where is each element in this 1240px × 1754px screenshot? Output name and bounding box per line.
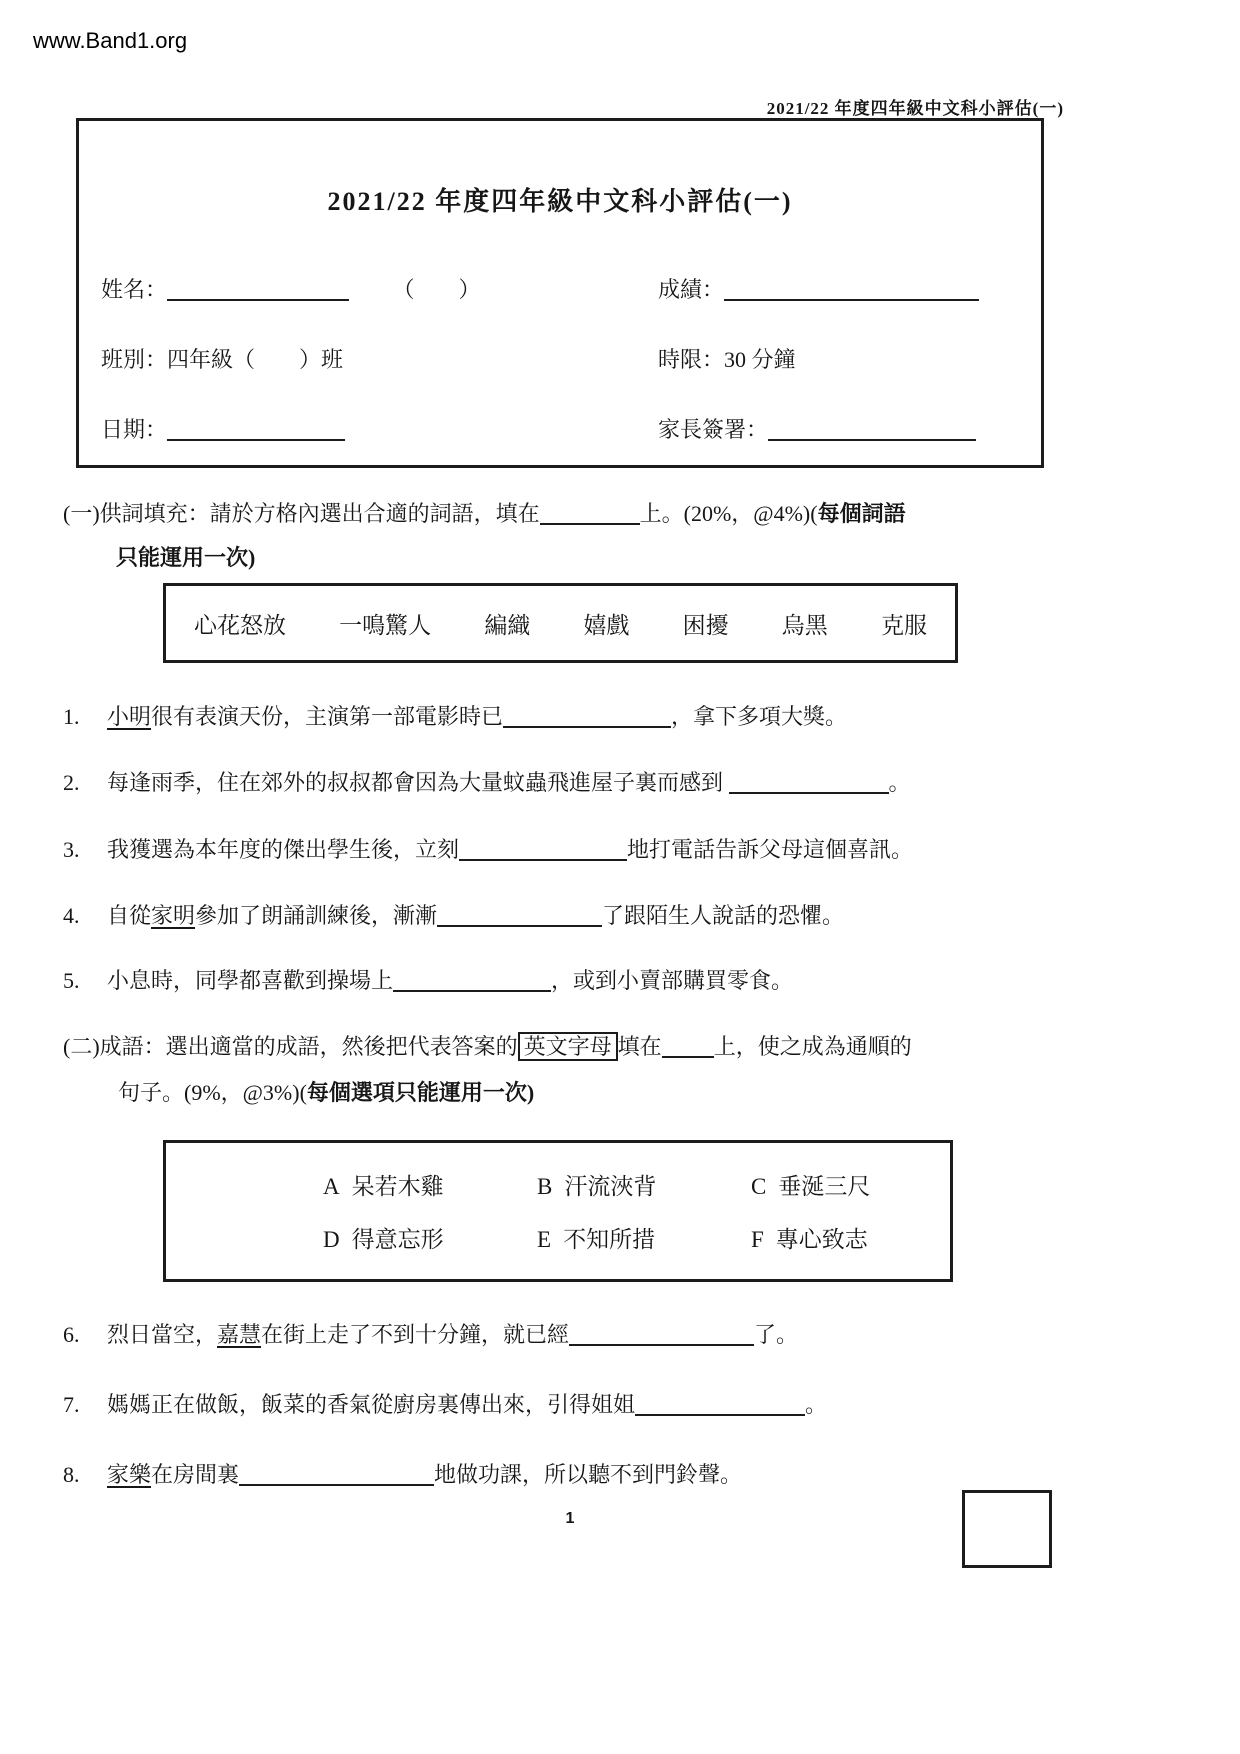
signature-label: 家長簽署： <box>658 417 769 442</box>
watermark: www.Band1.org <box>33 28 188 53</box>
answer-blank <box>729 770 889 794</box>
form-row-name-score <box>101 273 1021 304</box>
option-letter: C <box>751 1174 767 1199</box>
option-letter: D <box>323 1227 340 1252</box>
word-bank-item: 嬉戲 <box>583 612 630 638</box>
page-header: 2021/22 年度四年級中文科小評估(一) <box>766 99 1064 118</box>
option-text: 垂涎三尺 <box>778 1174 871 1199</box>
word-bank <box>163 583 958 663</box>
score-blank <box>724 277 979 301</box>
option-text: 得意忘形 <box>351 1227 444 1252</box>
question-number: 1. <box>63 704 80 729</box>
question-text: 在房間裏 <box>151 1462 240 1487</box>
form-row-date-signature <box>101 413 1021 444</box>
question-7 <box>63 1388 1193 1419</box>
question-text: 。 <box>805 1392 828 1417</box>
section1-instruction: 上。(20%，@4%)( <box>639 501 818 526</box>
underlined-name: 家明 <box>151 903 196 928</box>
header-box <box>76 118 1044 468</box>
underlined-name: 嘉慧 <box>217 1322 262 1347</box>
word-bank-item: 一鳴驚人 <box>339 612 432 638</box>
section2-instruction-bold: 每個選項只能運用一次) <box>306 1080 535 1105</box>
idiom-option <box>751 1221 909 1254</box>
idiom-option-row <box>323 1168 950 1201</box>
section2-instruction: 句子。(9%，@3%)( <box>118 1080 307 1105</box>
question-text: 媽媽正在做飯，飯菜的香氣從廚房裏傳出來，引得姐姐 <box>107 1392 636 1417</box>
question-number: 8. <box>63 1462 80 1487</box>
answer-blank <box>459 837 627 861</box>
question-number: 3. <box>63 837 80 862</box>
question-text: 在街上走了不到十分鐘，就已經 <box>261 1322 570 1347</box>
question-text: 我獲選為本年度的傑出學生後，立刻 <box>107 837 460 862</box>
answer-blank <box>569 1322 754 1346</box>
question-text: 參加了朗誦訓練後，漸漸 <box>195 903 438 928</box>
answer-blank <box>239 1462 434 1486</box>
question-number: 5. <box>63 968 80 993</box>
question-text: ，拿下多項大獎。 <box>671 704 848 729</box>
form-row-class-time <box>101 343 1021 374</box>
question-text: 很有表演天份，主演第一部電影時已 <box>151 704 504 729</box>
idiom-option <box>751 1168 909 1201</box>
question-text: ，或到小賣部購買零食。 <box>551 968 794 993</box>
option-letter: E <box>537 1227 552 1252</box>
score-label: 成績： <box>658 277 725 302</box>
question-8 <box>63 1458 1193 1489</box>
signature-blank <box>768 417 976 441</box>
word-bank-item: 烏黑 <box>781 612 828 638</box>
word-bank-item: 克服 <box>880 612 927 638</box>
option-text: 不知所措 <box>563 1227 656 1252</box>
question-3 <box>63 833 1193 864</box>
answer-blank <box>503 704 671 728</box>
question-text: 烈日當空， <box>107 1322 218 1347</box>
section1-instruction: (一)供詞填充：請於方格內選出合適的詞語，填在 <box>63 501 540 526</box>
answer-blank <box>437 903 602 927</box>
section2-heading <box>63 1030 1183 1061</box>
time-limit-label: 時限：30 分鐘 <box>658 347 796 372</box>
section2-instruction: 上，使之成為通順的 <box>713 1034 912 1059</box>
section2-heading-line2 <box>118 1076 1238 1107</box>
instruction-blank <box>662 1034 714 1058</box>
answer-blank <box>635 1392 805 1416</box>
name-parentheses: （ ） <box>392 277 481 302</box>
question-number: 2. <box>63 770 80 795</box>
question-text: 小息時，同學都喜歡到操場上 <box>107 968 394 993</box>
name-blank <box>167 277 349 301</box>
idiom-option <box>323 1168 481 1201</box>
question-text: 了。 <box>754 1322 799 1347</box>
idiom-option <box>537 1221 695 1254</box>
question-2 <box>63 766 1193 797</box>
question-text: 。 <box>888 770 911 795</box>
question-6 <box>63 1318 1193 1349</box>
instruction-blank <box>540 501 640 525</box>
exam-title: 2021/22 年度四年級中文科小評估(一) <box>327 187 793 216</box>
name-label: 姓名： <box>101 277 168 302</box>
option-letter: A <box>323 1174 340 1199</box>
question-4 <box>63 899 1193 930</box>
answer-blank <box>393 968 551 992</box>
word-bank-item: 編織 <box>484 612 531 638</box>
word-bank-item: 心花怒放 <box>194 612 286 638</box>
option-text: 汗流浹背 <box>564 1174 657 1199</box>
word-bank-item: 困擾 <box>682 612 729 638</box>
section2-instruction: 填在 <box>617 1034 662 1059</box>
boxed-term: 英文字母 <box>518 1032 618 1061</box>
marks-box <box>962 1490 1052 1568</box>
option-letter: B <box>537 1174 553 1199</box>
question-text: 了跟陌生人說話的恐懼。 <box>602 903 845 928</box>
idiom-option <box>323 1221 481 1254</box>
idiom-options <box>163 1140 953 1282</box>
class-label: 班別：四年級（ ）班 <box>101 347 344 372</box>
underlined-name: 小明 <box>107 704 152 729</box>
date-label: 日期： <box>101 417 168 442</box>
option-text: 專心致志 <box>775 1227 868 1252</box>
underlined-name: 家樂 <box>107 1462 152 1487</box>
section1-instruction-bold: 每個詞語 <box>817 501 906 526</box>
section2-instruction: (二)成語：選出適當的成語，然後把代表答案的 <box>63 1034 518 1059</box>
date-blank <box>167 417 345 441</box>
question-number: 4. <box>63 903 80 928</box>
question-number: 6. <box>63 1322 80 1347</box>
question-5 <box>63 964 1193 995</box>
section1-heading <box>63 497 1183 528</box>
option-letter: F <box>751 1227 764 1252</box>
section1-heading-line2: 只能運用一次) <box>116 545 256 570</box>
question-text: 自從 <box>107 903 152 928</box>
question-text: 地打電話告訴父母這個喜訊。 <box>627 837 914 862</box>
question-1 <box>63 700 1193 731</box>
page-number: 1 <box>565 1510 575 1527</box>
idiom-option-row <box>323 1221 950 1254</box>
idiom-option <box>537 1168 695 1201</box>
question-number: 7. <box>63 1392 80 1417</box>
question-text: 地做功課，所以聽不到門鈴聲。 <box>434 1462 743 1487</box>
question-text: 每逢雨季，住在郊外的叔叔都會因為大量蚊蟲飛進屋子裏而感到 <box>107 770 729 795</box>
option-text: 呆若木雞 <box>351 1174 444 1199</box>
